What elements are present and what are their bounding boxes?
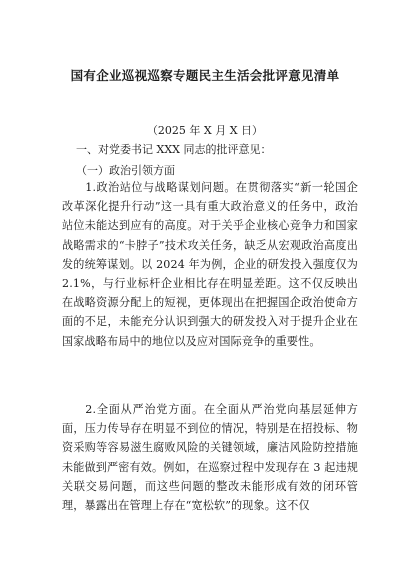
subsection-heading: （一）政治引领方面 [76, 164, 175, 177]
paragraph-party-discipline: 2.全面从严治党方面。在全面从严治党向基层延伸方面，压力传导存在明显不到位的情况，特别是在招投标、物资采购等容易滋生腐败风险的关键领域，廉洁风险防控措施未能做到严密有效。例如，在巡察过程中发现存在 3 起违规关联交易问题，而这些问题的整改未能形成有效的闭环管理，暴露出在管理上存在“宽松软”的现象。这不仅 [62, 403, 358, 513]
section-heading: 一、对党委书记 XXX 同志的批评意见： [76, 143, 272, 156]
document-date: （2025 年 X 月 X 日） [146, 124, 264, 137]
document-title: 国有企业巡视巡察专题民主生活会批评意见清单 [70, 68, 340, 83]
paragraph-political-stance: 1.政治站位与战略谋划问题。在贯彻落实“新一轮国企改革深化提升行动”这一具有重大政治意义的任务中，政治站位未能达到应有的高度。对于关乎企业核心竞争力和国家战略需求的“卡脖子”技术攻关任务，缺乏从宏观政治高度出发的统筹谋划。以 2024 年为例，企业的研发投入强度仅为 2.1%，与行业标杆企业相比存在明显差距。这不仅反映出在战略资源分配上的短视，更体现出在把握国企政治使命方面的不足，未能充分认识到强大的研发投入对于提升企业在国家战略布局中的地位以及应对国际竞争的重要性。 [62, 181, 358, 348]
